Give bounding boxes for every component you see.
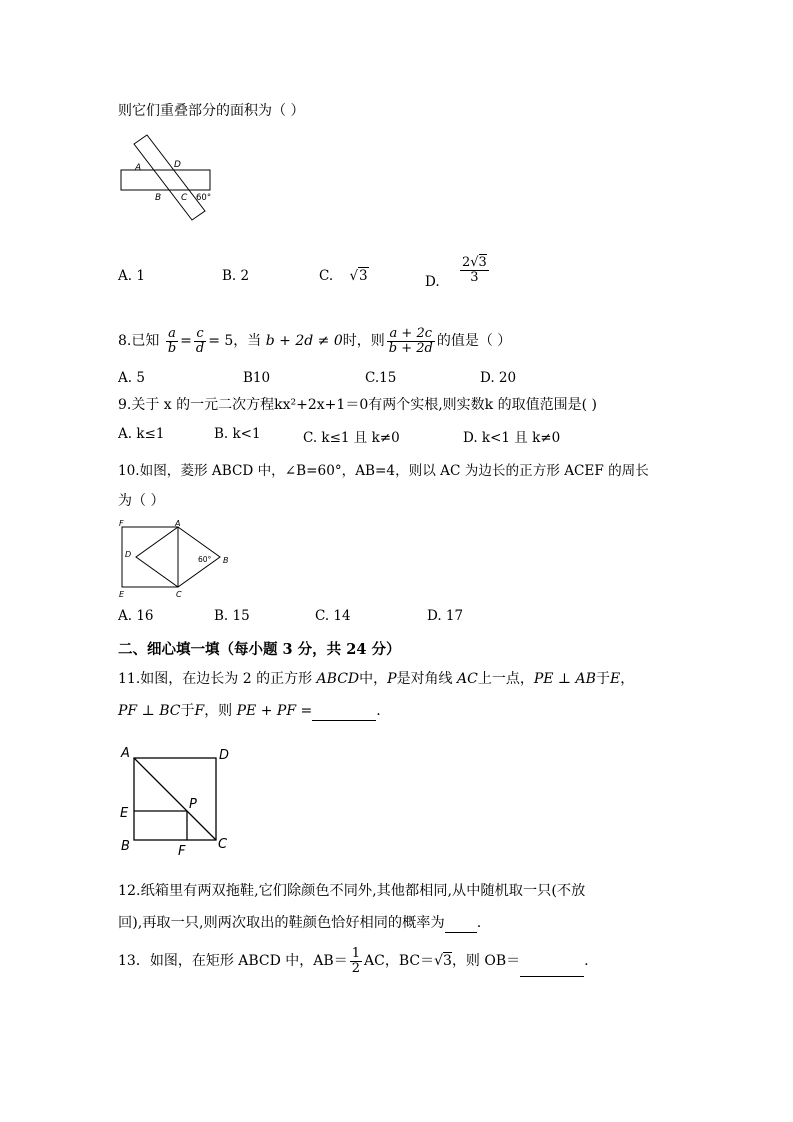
q9-option-c: C. k≤1 且 k≠0 bbox=[303, 430, 400, 446]
q13-half-num: 1 bbox=[351, 945, 360, 961]
q8-option-b: B10 bbox=[243, 370, 271, 386]
q10-option-b: B. 15 bbox=[214, 608, 250, 624]
q13-radicand: 3 bbox=[443, 953, 452, 969]
q7-option-c-prefix: C. bbox=[319, 268, 334, 284]
q11-label-p: P bbox=[189, 797, 197, 812]
q8-cond: b + 2d ≠ 0 bbox=[265, 333, 343, 349]
q7-option-b: B. 2 bbox=[222, 268, 250, 284]
q10-label-a: A bbox=[175, 519, 181, 528]
q11-label-c: C bbox=[218, 837, 228, 852]
q7-option-c: C. √3 bbox=[319, 268, 368, 284]
q7-option-d-den: 3 bbox=[470, 270, 479, 285]
q11-s1i: 于 bbox=[595, 671, 610, 687]
q10-option-a: A. 16 bbox=[118, 608, 154, 624]
q11-s1f: AC bbox=[457, 671, 478, 687]
q12-s2-end: . bbox=[476, 915, 482, 931]
q7-stem-tail: 则它们重叠部分的面积为（ ） bbox=[118, 103, 305, 119]
q13-stem: 13．如图，在矩形 ABCD 中，AB＝ $\frac{1}{2}$ AC，BC＝√3，则 OB＝ . bbox=[118, 945, 589, 976]
q11-s2e: PE + PF = bbox=[236, 703, 313, 719]
q12-stem-line2 bbox=[118, 914, 481, 933]
q11-stem-line1 bbox=[118, 670, 634, 688]
q10-label-b: B bbox=[223, 556, 229, 565]
q13-answer-blank[interactable] bbox=[520, 946, 584, 977]
q11-s2a: PF ⊥ BC bbox=[118, 703, 181, 719]
q11-s1e: 是对角线 bbox=[396, 671, 453, 687]
q11-s2f: . bbox=[376, 703, 381, 719]
q7-label-b: B bbox=[155, 193, 162, 203]
q11-s1k: ， bbox=[620, 671, 635, 687]
q11-answer-blank[interactable] bbox=[312, 702, 376, 721]
q8-option-a: A. 5 bbox=[118, 370, 145, 386]
q13-s-end: . bbox=[584, 953, 589, 969]
q11-figure bbox=[116, 742, 236, 860]
q8-f1-num: a bbox=[166, 327, 178, 342]
q11-label-b: B bbox=[121, 839, 130, 854]
q11-stem-line2 bbox=[118, 702, 381, 721]
q10-label-e: E bbox=[119, 590, 125, 599]
q7-option-a: A. 1 bbox=[118, 268, 145, 284]
q7-label-a: A bbox=[135, 163, 142, 173]
q7-option-d-prefix: D. bbox=[425, 274, 440, 290]
q11-s1d: P bbox=[387, 671, 397, 687]
q11-label-a: A bbox=[121, 746, 130, 761]
q11-s2d: ，则 bbox=[204, 703, 233, 719]
q8-option-c: C.15 bbox=[365, 370, 397, 386]
q10-stem-line2: 为（ ） bbox=[118, 493, 165, 509]
q10-option-c: C. 14 bbox=[315, 608, 351, 624]
q13-sa: 13．如图，在矩形 ABCD 中，AB＝ bbox=[118, 953, 348, 969]
q11-s2b: 于 bbox=[180, 703, 195, 719]
q10-option-d: D. 17 bbox=[427, 608, 464, 624]
q11-label-e: E bbox=[120, 806, 129, 821]
q8-option-d: D. 20 bbox=[480, 370, 517, 386]
q7-angle-label: 60° bbox=[196, 193, 212, 203]
q10-label-d: D bbox=[125, 550, 132, 559]
q8-tail: 的值是（ ） bbox=[436, 333, 512, 349]
q9-option-b: B. k<1 bbox=[214, 426, 261, 442]
q8-f2-den: d bbox=[195, 340, 205, 356]
q7-label-d: D bbox=[174, 160, 181, 170]
q11-s1j: E bbox=[609, 671, 621, 687]
q13-sc: ，则 OB＝ bbox=[451, 953, 521, 969]
q10-label-f: F bbox=[119, 519, 124, 528]
q9-option-a: A. k≤1 bbox=[118, 426, 165, 442]
q13-half-den: 2 bbox=[351, 960, 360, 976]
q11-s1g: 上一点， bbox=[477, 671, 534, 687]
q8-stem: 8.已知 $\frac{a}{b}$ = $\frac{c}{d}$ = 5，当 b + 2d ≠ 0时，则 $\frac{a + 2c}{b + 2d}$ 的值是（ ） bbox=[118, 325, 512, 356]
q8-cond-suffix: 时，则 bbox=[342, 333, 385, 349]
q8-f2-num: c bbox=[194, 327, 206, 342]
q7-option-d: D. $\frac{2√3}{3}$ bbox=[425, 255, 487, 290]
section-title: 二、细心填一填（每小题 3 分，共 24 分） bbox=[118, 641, 401, 658]
q11-label-f: F bbox=[178, 844, 186, 859]
q10-stem-line1: 10.如图，菱形 ABCD 中，∠B=60°，AB=4，则以 AC 为边长的正方形 ACEF 的周长 bbox=[118, 463, 649, 479]
q11-diagonal-ac bbox=[134, 758, 216, 840]
q10-angle-label: 60° bbox=[198, 555, 212, 564]
q12-stem-line1: 12.纸箱里有两双拖鞋,它们除颜色不同外,其他都相同,从中随机取一只(不放 bbox=[118, 883, 586, 899]
q11-s1c: 中， bbox=[359, 671, 388, 687]
q8-f3-den: b + 2d bbox=[388, 340, 433, 356]
q9-option-d: D. k<1 且 k≠0 bbox=[463, 430, 561, 446]
q7-tilted-strip bbox=[134, 135, 205, 220]
q7-figure bbox=[118, 134, 218, 224]
q10-figure bbox=[116, 518, 236, 600]
q7-option-d-coef: 2 bbox=[461, 255, 471, 270]
q7-option-c-radicand: 3 bbox=[359, 268, 368, 284]
q13-sb: AC，BC＝ bbox=[364, 953, 435, 969]
q7-label-c: C bbox=[181, 193, 188, 203]
q11-s2c: F bbox=[194, 703, 205, 719]
q11-s1b: ABCD bbox=[316, 671, 360, 687]
q12-s2: 回),再取一只,则两次取出的鞋颜色恰好相同的概率为 bbox=[118, 915, 445, 931]
q11-s1h: PE ⊥ AB bbox=[533, 671, 596, 687]
q7-option-d-radicand: 3 bbox=[478, 255, 487, 270]
q7-horizontal-strip bbox=[121, 170, 210, 190]
q8-f3-num: a + 2c bbox=[387, 327, 435, 342]
q12-answer-blank[interactable] bbox=[445, 914, 477, 933]
q9-stem: 9.关于 x 的一元二次方程kx²+2x+1＝0有两个实根,则实数k 的取值范围是( ) bbox=[118, 397, 597, 413]
q8-cond-prefix: ，当 bbox=[233, 333, 262, 349]
q8-eq5: = 5 bbox=[208, 333, 234, 349]
q10-label-c: C bbox=[176, 590, 182, 599]
q8-f1-den: b bbox=[167, 340, 177, 356]
q11-s1a: 11.如图，在边长为 2 的正方形 bbox=[118, 671, 313, 687]
q8-num: 8.已知 bbox=[118, 333, 160, 349]
q11-label-d: D bbox=[219, 748, 230, 763]
